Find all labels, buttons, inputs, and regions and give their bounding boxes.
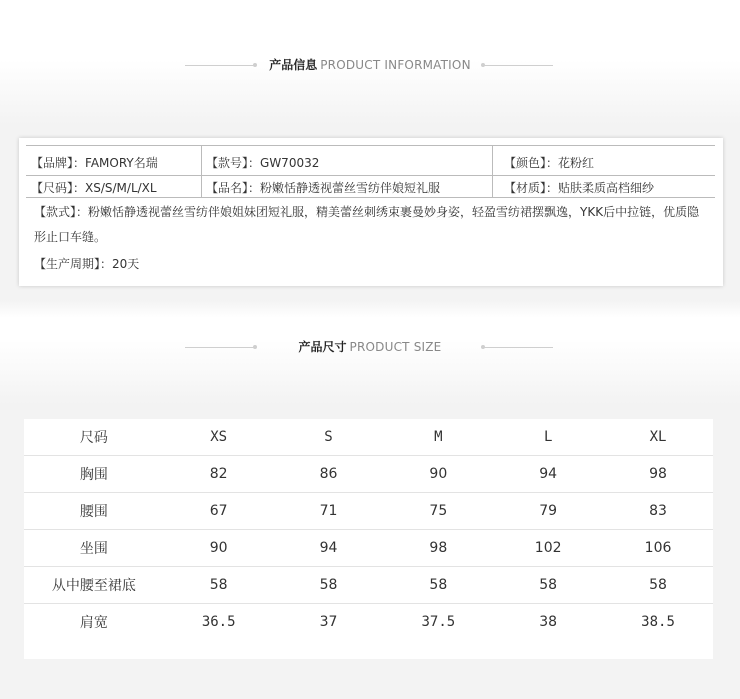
- model-value: GW70032: [260, 156, 320, 170]
- header-cell: 尺码: [24, 419, 164, 456]
- table-row: [24, 604, 713, 641]
- model-label: 【款号】：: [206, 156, 261, 170]
- table-row: [24, 567, 713, 604]
- table-cell: 102: [493, 530, 603, 567]
- material-label: 【材质】：: [504, 181, 559, 195]
- material-value: 贴肤柔质高档细纱: [558, 181, 655, 195]
- table-cell: 71: [274, 493, 384, 530]
- period-field: [34, 255, 139, 272]
- divider-right: [483, 65, 553, 66]
- table-cell: 58: [383, 567, 493, 604]
- header-cell: XS: [164, 419, 274, 456]
- table-cell: 58: [274, 567, 384, 604]
- brand-field: [31, 154, 158, 171]
- header-cell: S: [274, 419, 384, 456]
- table-cell: 94: [274, 530, 384, 567]
- sizes-label: 【尺码】：: [31, 181, 86, 195]
- table-cell: 90: [164, 530, 274, 567]
- product-size-title-cn: 产品尺寸: [298, 340, 347, 354]
- table-cell: 38: [539, 614, 558, 630]
- period-value: 20天: [112, 257, 140, 271]
- header-cell: L: [493, 419, 603, 456]
- sizes-field: [31, 179, 157, 196]
- row-label: 胸围: [24, 456, 164, 493]
- size-table: [24, 419, 713, 640]
- table-row: [24, 530, 713, 567]
- table-cell: 58: [603, 567, 713, 604]
- table-cell: 106: [603, 530, 713, 567]
- header-cell: M: [383, 419, 493, 456]
- product-info-heading: [0, 58, 740, 72]
- product-info-card: [19, 138, 723, 286]
- period-label: 【生产周期】：: [34, 257, 113, 271]
- color-label: 【颜色】：: [504, 156, 559, 170]
- divider-left: [185, 347, 255, 348]
- material-field: [504, 179, 654, 196]
- row-label: 腰围: [24, 493, 164, 530]
- row-label: 从中腰至裙底: [24, 567, 164, 604]
- brand-label: 【品牌】：: [31, 156, 86, 170]
- style-label: 【款式】：: [34, 205, 89, 219]
- table-cell: 98: [383, 530, 493, 567]
- size-card: [24, 419, 713, 659]
- table-cell: 67: [164, 493, 274, 530]
- product-info-title-cn: 产品信息: [269, 58, 318, 72]
- divider-left: [185, 65, 255, 66]
- row-label: 肩宽: [79, 615, 108, 631]
- table-cell: 98: [603, 456, 713, 493]
- color-field: [504, 154, 594, 171]
- size-header-row: [24, 419, 713, 456]
- style-field: [34, 200, 708, 250]
- table-cell: 94: [493, 456, 603, 493]
- table-cell: 38.5: [641, 614, 675, 630]
- name-value: 粉嫩恬静透视蕾丝雪纺伴娘短礼服: [260, 181, 441, 195]
- table-cell: 36.5: [201, 614, 236, 630]
- table-cell: 86: [274, 456, 384, 493]
- product-size-title-en: PRODUCT SIZE: [349, 340, 442, 354]
- model-field: [206, 154, 319, 171]
- color-value: 花粉红: [558, 156, 595, 170]
- table-row: [24, 456, 713, 493]
- style-value: 粉嫩恬静透视蕾丝雪纺伴娘姐妹团短礼服，精美蕾丝刺绣束裹曼妙身姿，轻盈雪纺裙摆飘逸，YKK后中拉链，优质隐形止口车缝。: [34, 205, 700, 244]
- table-cell: 58: [493, 567, 603, 604]
- row-label: 坐围: [24, 530, 164, 567]
- name-label: 【品名】：: [206, 181, 261, 195]
- table-cell: 58: [164, 567, 274, 604]
- divider-right: [483, 347, 553, 348]
- product-size-heading: [0, 340, 740, 354]
- table-cell: 37.5: [421, 614, 456, 630]
- name-field: [206, 179, 440, 196]
- table-cell: 79: [493, 493, 603, 530]
- table-cell: 83: [603, 493, 713, 530]
- brand-value: FAMORY名瑞: [85, 156, 158, 170]
- table-cell: 82: [164, 456, 274, 493]
- product-info-title-en: PRODUCT INFORMATION: [320, 58, 471, 72]
- sizes-value: XS/S/M/L/XL: [85, 181, 157, 195]
- table-row: [24, 493, 713, 530]
- product-info-table: [26, 145, 715, 276]
- table-cell: 75: [383, 493, 493, 530]
- table-cell: 90: [383, 456, 493, 493]
- table-cell: 37: [319, 614, 338, 630]
- header-cell: XL: [603, 419, 713, 456]
